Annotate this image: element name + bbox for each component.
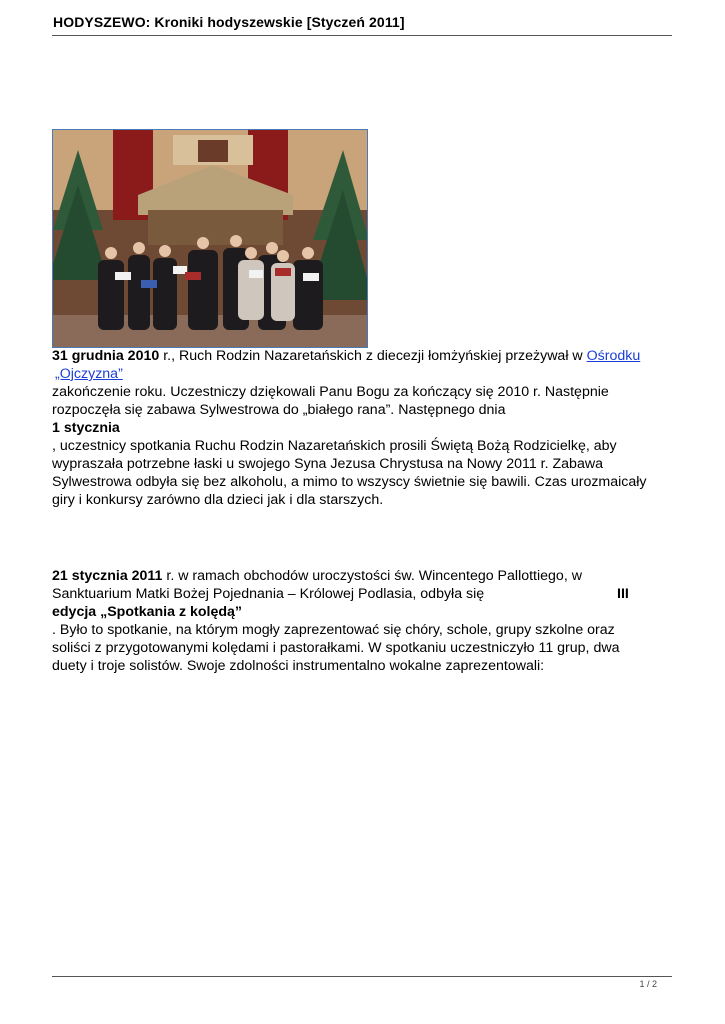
edition-number: III	[617, 586, 629, 602]
osrodek-ojczyzna-link-cont[interactable]: „Ojczyzna”	[55, 366, 123, 382]
paragraph-1-line-9: giry i konkursy zarówno dla dzieci jak i dla starszych.	[52, 492, 384, 508]
osrodek-ojczyzna-link[interactable]: Ośrodku	[586, 348, 641, 364]
article-photo	[52, 129, 368, 348]
paragraph-1-line-3: zakończenie roku. Uczestniczy dziękowali Panu Bogu za kończący się 2010 r. Następnie	[52, 384, 609, 400]
p2-line2-text: Sanktuarium Matki Bożej Pojednania – Królowej Podlasia, odbyła się	[52, 586, 485, 602]
paragraph-2-line-2	[52, 586, 484, 604]
paragraph-2-line-6: duety i troje solistów. Swoje zdolności instrumentalno wokalne zaprezentowali:	[52, 658, 545, 674]
paragraph-1-line-6: , uczestnicy spotkania Ruchu Rodzin Nazaretańskich prosili Świętą Bożą Rodzicielkę, aby	[52, 438, 617, 454]
photo-choir-in-church-icon	[53, 130, 368, 348]
paragraph-1-line-8: Sylwestrowa odbyła się bez alkoholu, a mimo to wszyscy świetnie się bawili. Czas urozmaicały	[52, 474, 647, 490]
paragraph-1-line-4: rozpoczęła się zabawa Sylwestrowa do „białego rana”. Następnego dnia	[52, 402, 506, 418]
header-divider	[52, 35, 672, 36]
page-title: HODYSZEWO: Kroniki hodyszewskie [Styczeń 2011]	[53, 14, 405, 30]
page-number: 1 / 2	[639, 979, 657, 989]
paragraph-1-line-1	[52, 348, 640, 366]
paragraph-1-line-2	[52, 366, 123, 384]
date-21-stycznia: 21 stycznia 2011	[52, 568, 163, 584]
paragraph-2-line-5: soliści z przygotowanymi kolędami i pastorałkami. W spotkaniu uczestniczyło 11 grup, dwa	[52, 640, 620, 656]
p2-line1-text: r. w ramach obchodów uroczystości św. Wincentego Pallottiego, w	[162, 568, 582, 584]
date-31-grudnia: 31 grudnia 2010	[52, 348, 160, 364]
paragraph-2-line-1	[52, 568, 582, 586]
p1-line1-text: r., Ruch Rodzin Nazaretańskich z diecezji łomżyńskiej przeżywał w	[159, 348, 587, 364]
event-title: edycja „Spotkania z kolędą”	[52, 604, 243, 620]
footer-divider	[52, 976, 672, 977]
date-1-stycznia: 1 stycznia	[52, 420, 120, 436]
paragraph-1-line-7: wypraszała potrzebne łaski u swojego Syna Jezusa Chrystusa na Nowy 2011 r. Zabawa	[52, 456, 603, 472]
paragraph-2-line-4: . Było to spotkanie, na którym mogły zaprezentować się chóry, schole, grupy szkolne oraz	[52, 622, 615, 638]
